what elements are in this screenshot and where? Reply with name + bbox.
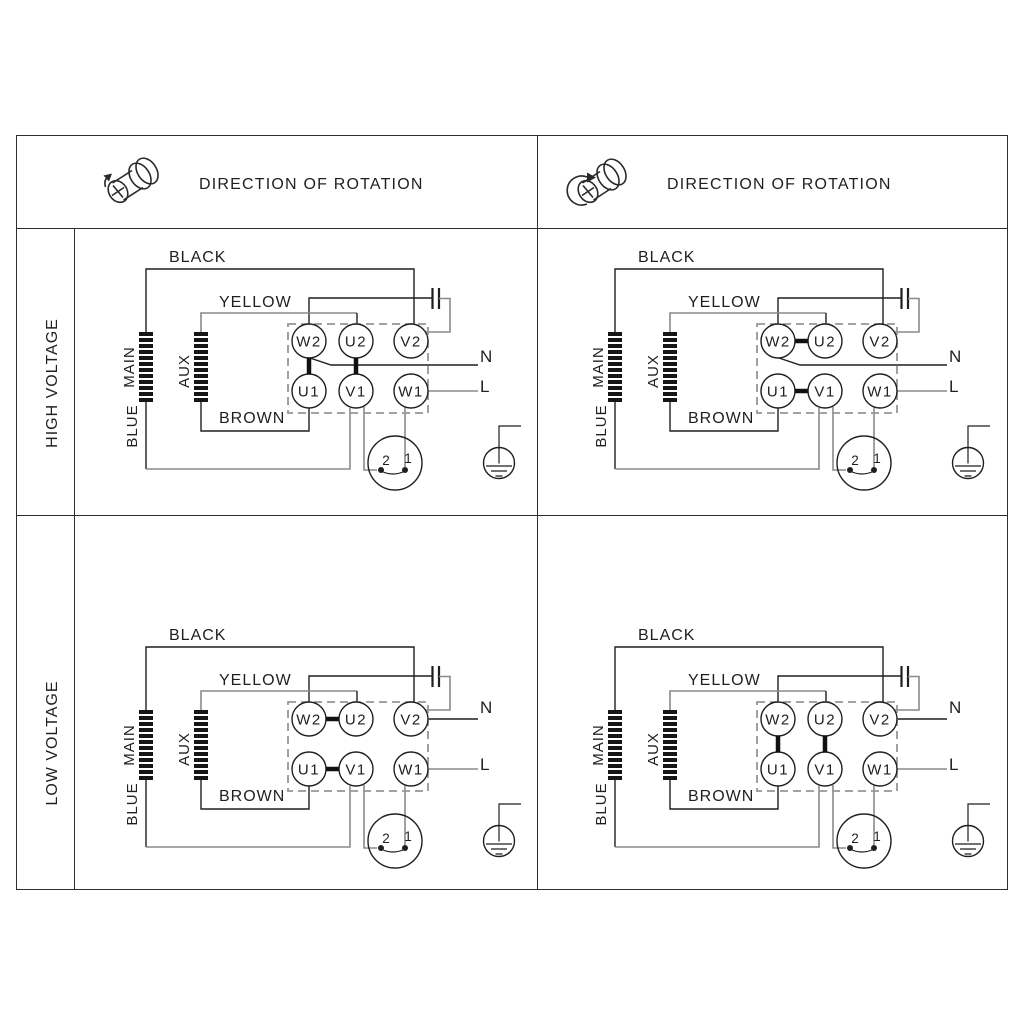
- v1-protector-wire: [364, 407, 377, 470]
- black-wire-label: BLACK: [638, 627, 696, 644]
- terminal-links-vertical: [778, 736, 825, 753]
- thermal-protector: [837, 814, 891, 868]
- line-label: L: [480, 755, 490, 774]
- yellow-wire: [201, 691, 357, 711]
- thermal-protector: [368, 436, 422, 490]
- neutral-label: N: [949, 698, 962, 717]
- thermal-protector: [368, 814, 422, 868]
- terminal-v2-label: V2: [869, 333, 891, 351]
- terminal-v1-label: V1: [345, 761, 367, 779]
- line-label: L: [949, 755, 959, 774]
- aux-label: AUX: [176, 732, 193, 766]
- terminal-v1-label: V1: [345, 383, 367, 401]
- v1-protector-wire: [364, 785, 377, 848]
- main-label: MAIN: [590, 346, 607, 388]
- terminal-v2-label: V2: [869, 711, 891, 729]
- terminal-v2-label: V2: [400, 333, 422, 351]
- black-wire-label: BLACK: [169, 249, 227, 266]
- terminal-w1-label: W1: [867, 761, 893, 779]
- capacitor-v2-wire: [426, 299, 451, 333]
- aux-winding: [645, 710, 677, 780]
- terminal-w2-label: W2: [765, 711, 791, 729]
- capacitor-v2-wire: [426, 677, 451, 711]
- blue-wire-label: BLUE: [124, 782, 141, 826]
- terminal-w1-label: W1: [398, 383, 424, 401]
- main-label: MAIN: [590, 724, 607, 766]
- terminal-u1-label: U1: [766, 383, 790, 401]
- blue-wire-label: BLUE: [124, 404, 141, 448]
- terminal-u1-label: U1: [297, 761, 321, 779]
- quadrant-low-voltage-right: [543, 606, 1009, 896]
- row-label-high-voltage: HIGH VOLTAGE: [44, 318, 61, 448]
- earth-symbol: [953, 804, 991, 857]
- blue-wire-label: BLUE: [593, 404, 610, 448]
- aux-label: AUX: [645, 354, 662, 388]
- main-winding: [590, 710, 622, 780]
- terminal-u2-label: U2: [813, 711, 837, 729]
- terminal-block: [757, 702, 897, 791]
- protector-terminal-1-label: 1: [404, 829, 412, 844]
- w2-capacitor-wire: [309, 676, 432, 702]
- yellow-wire: [670, 691, 826, 711]
- aux-winding: [645, 332, 677, 402]
- earth-symbol: [484, 804, 522, 857]
- brown-wire-label: BROWN: [688, 788, 755, 805]
- protector-terminal-2-label: 2: [382, 453, 390, 468]
- capacitor: [895, 288, 920, 332]
- thermal-protector: [837, 436, 891, 490]
- protector-dot-1: [402, 467, 408, 473]
- yellow-wire: [670, 313, 826, 333]
- yellow-wire-label: YELLOW: [219, 294, 292, 311]
- terminal-block: [757, 324, 897, 413]
- terminal-links-horizontal: [327, 719, 339, 769]
- main-winding: [121, 710, 153, 780]
- quadrant-high-voltage-right: [543, 228, 1009, 518]
- terminal-u1-label: U1: [766, 761, 790, 779]
- brown-wire-label: BROWN: [219, 410, 286, 427]
- terminal-u1-label: U1: [297, 383, 321, 401]
- direction-of-rotation-title-right: DIRECTION OF ROTATION: [667, 176, 892, 193]
- capacitor: [426, 666, 451, 710]
- row-label-low-voltage: LOW VOLTAGE: [44, 680, 61, 806]
- v1-protector-wire: [833, 785, 846, 848]
- brown-wire-label: BROWN: [688, 410, 755, 427]
- terminal-block: [288, 702, 428, 791]
- wiring-diagram: [74, 606, 540, 896]
- capacitor-v2-wire: [895, 677, 920, 711]
- w2-capacitor-wire: [309, 298, 432, 324]
- quadrant-high-voltage-left: [74, 228, 540, 518]
- wiring-diagram: [543, 606, 1009, 896]
- protector-terminal-2-label: 2: [851, 453, 859, 468]
- main-winding: [590, 332, 622, 402]
- terminal-links-horizontal: [796, 341, 808, 391]
- wiring-diagram: [74, 228, 540, 518]
- earth-symbol: [484, 426, 522, 479]
- protector-terminal-1-label: 1: [404, 451, 412, 466]
- wiring-diagram: [543, 228, 1009, 518]
- neutral-wire-from-v2: [897, 698, 961, 719]
- yellow-wire: [201, 313, 357, 333]
- neutral-wire-from-v2: [428, 698, 492, 719]
- protector-terminal-1-label: 1: [873, 451, 881, 466]
- motor-shaft-rotation-left-icon: [97, 150, 167, 215]
- earth-symbol: [953, 426, 991, 479]
- neutral-label: N: [480, 347, 493, 366]
- v1-protector-wire: [833, 407, 846, 470]
- capacitor-v2-wire: [895, 299, 920, 333]
- terminal-w1-label: W1: [398, 761, 424, 779]
- w2-capacitor-wire: [778, 298, 901, 324]
- terminal-v1-label: V1: [814, 761, 836, 779]
- terminal-u2-label: U2: [344, 711, 368, 729]
- capacitor: [426, 288, 451, 332]
- aux-label: AUX: [645, 732, 662, 766]
- line-label: L: [480, 377, 490, 396]
- terminal-w2-label: W2: [296, 333, 322, 351]
- terminal-w2-label: W2: [765, 333, 791, 351]
- w2-capacitor-wire: [778, 676, 901, 702]
- aux-label: AUX: [176, 354, 193, 388]
- protector-terminal-1-label: 1: [873, 829, 881, 844]
- sheet-border: [16, 135, 1008, 890]
- terminal-u2-label: U2: [813, 333, 837, 351]
- aux-winding: [176, 332, 208, 402]
- terminal-v2-label: V2: [400, 711, 422, 729]
- yellow-wire-label: YELLOW: [688, 294, 761, 311]
- terminal-block: [288, 324, 428, 413]
- main-label: MAIN: [121, 346, 138, 388]
- main-winding: [121, 332, 153, 402]
- terminal-w2-label: W2: [296, 711, 322, 729]
- black-wire-label: BLACK: [169, 627, 227, 644]
- protector-dot-1: [402, 845, 408, 851]
- protector-dot-1: [871, 845, 877, 851]
- yellow-wire-label: YELLOW: [219, 672, 292, 689]
- protector-terminal-2-label: 2: [382, 831, 390, 846]
- blue-wire-label: BLUE: [593, 782, 610, 826]
- terminal-u2-label: U2: [344, 333, 368, 351]
- direction-of-rotation-title-left: DIRECTION OF ROTATION: [199, 176, 424, 193]
- capacitor: [895, 666, 920, 710]
- terminal-w1-label: W1: [867, 383, 893, 401]
- line-label: L: [949, 377, 959, 396]
- brown-wire-label: BROWN: [219, 788, 286, 805]
- black-wire-label: BLACK: [638, 249, 696, 266]
- protector-dot-1: [871, 467, 877, 473]
- yellow-wire-label: YELLOW: [688, 672, 761, 689]
- protector-terminal-2-label: 2: [851, 831, 859, 846]
- neutral-label: N: [480, 698, 493, 717]
- terminal-v1-label: V1: [814, 383, 836, 401]
- main-label: MAIN: [121, 724, 138, 766]
- neutral-label: N: [949, 347, 962, 366]
- quadrant-low-voltage-left: [74, 606, 540, 896]
- aux-winding: [176, 710, 208, 780]
- motor-shaft-rotation-right-icon: [563, 152, 633, 217]
